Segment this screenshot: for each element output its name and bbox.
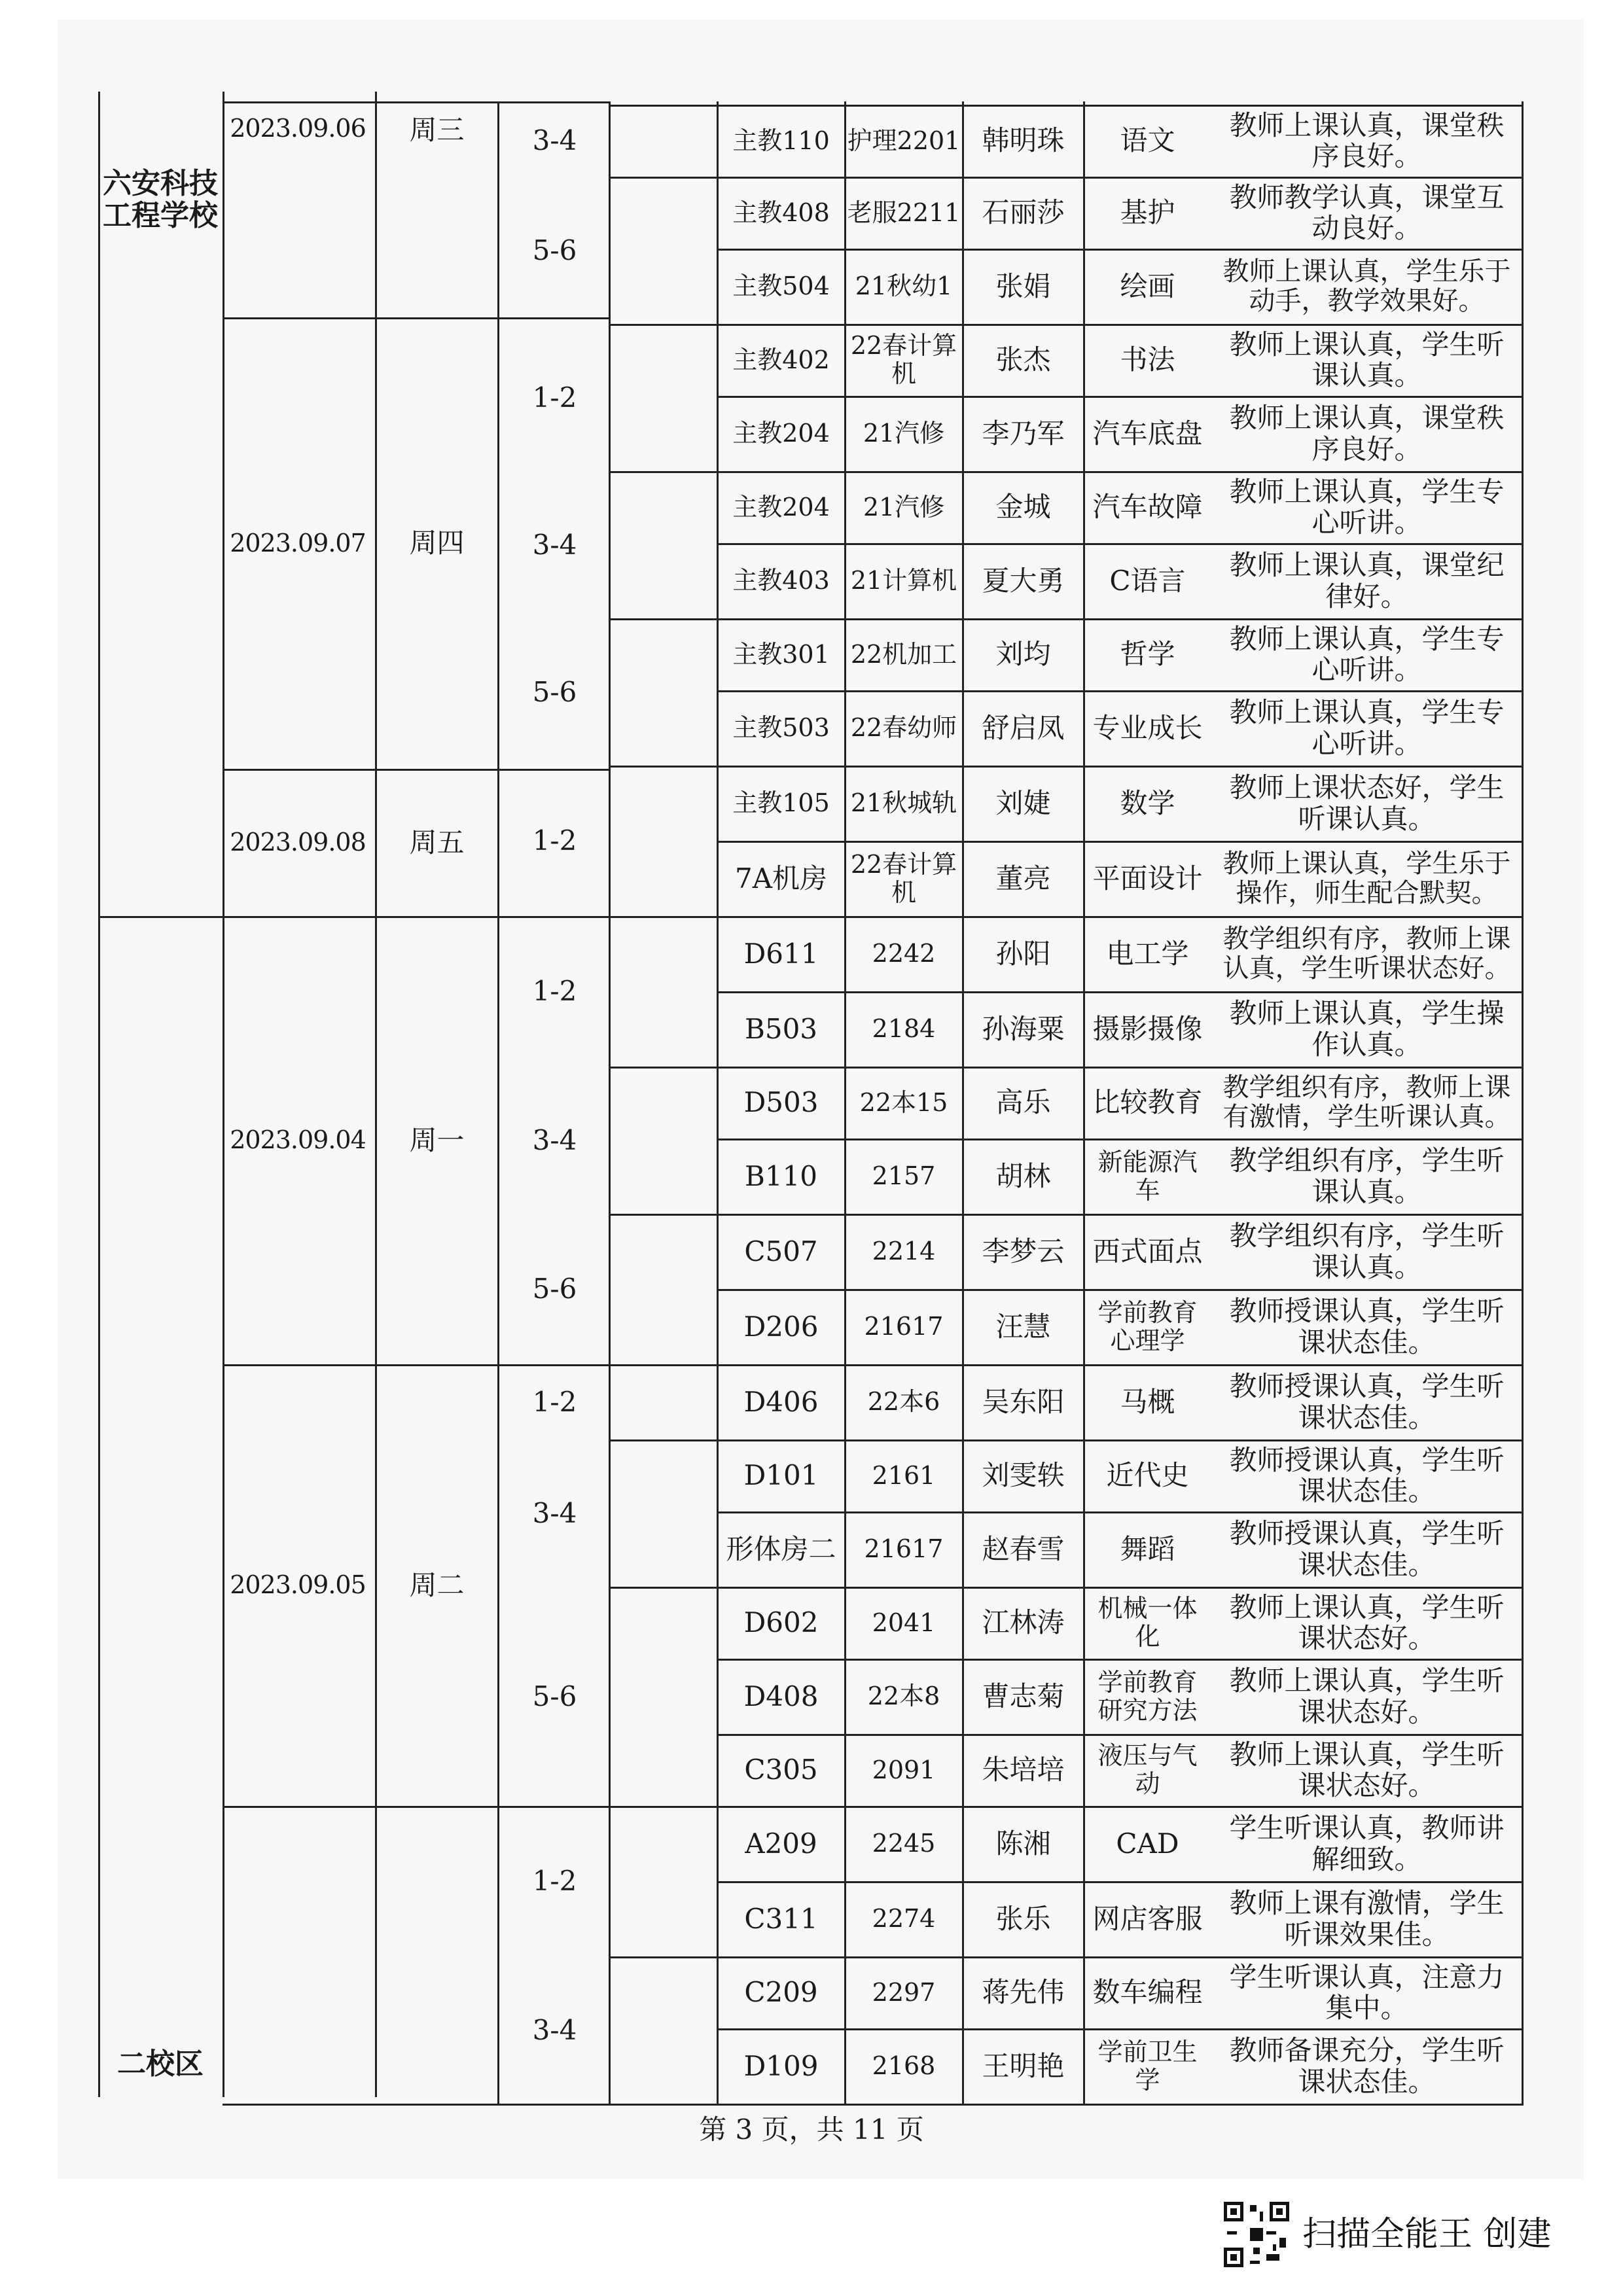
teacher-cell: 胡林	[995, 1159, 1051, 1192]
course-cell: 液压与气动	[1097, 1741, 1198, 1798]
room-cell: B110	[744, 1159, 818, 1192]
course-cell: 平面设计	[1092, 862, 1203, 894]
period-cell: 3-4	[532, 1496, 577, 1529]
room-cell: 主教408	[732, 198, 830, 227]
teacher-cell: 夏大勇	[982, 564, 1065, 597]
course-cell: 摄影摄像	[1092, 1012, 1203, 1045]
period-cell: 3-4	[532, 1123, 577, 1156]
remark-cell: 教师上课认真，学生听课状态好。	[1229, 1665, 1505, 1728]
course-cell: 比较教育	[1092, 1086, 1203, 1119]
table-hline	[497, 101, 611, 103]
remark-cell: 教师上课状态好，学生听课认真。	[1229, 771, 1505, 835]
weekday-cell: 周二	[409, 1568, 465, 1601]
room-cell: C305	[744, 1754, 818, 1786]
class-cell: 2091	[872, 1755, 936, 1784]
table-hline	[609, 1067, 719, 1069]
class-cell: 2242	[872, 939, 936, 968]
class-cell: 22机加工	[850, 639, 957, 669]
course-cell: 基护	[1120, 196, 1175, 229]
date-cell: 2023.09.06	[230, 114, 366, 143]
class-cell: 22春计算机	[850, 849, 957, 907]
period-cell: 1-2	[532, 824, 577, 857]
teacher-cell: 金城	[995, 491, 1051, 523]
teacher-cell: 韩明珠	[982, 124, 1065, 157]
class-cell: 2297	[872, 1977, 936, 2007]
course-cell: 哲学	[1120, 638, 1175, 671]
room-cell: D408	[743, 1680, 819, 1712]
class-cell: 22本6	[867, 1387, 940, 1417]
table-hline	[609, 471, 719, 473]
teacher-cell: 董亮	[995, 862, 1051, 894]
date-cell: 2023.09.07	[230, 528, 366, 557]
remark-cell: 教师上课认真，课堂纪律好。	[1229, 549, 1505, 612]
room-cell: D602	[743, 1606, 819, 1639]
course-cell: 专业成长	[1092, 711, 1203, 744]
table-hline	[609, 1439, 719, 1441]
room-cell: 主教402	[732, 345, 830, 374]
course-cell: 语文	[1120, 124, 1175, 157]
room-cell: C209	[744, 1976, 818, 2009]
remark-cell: 教学组织有序，学生听课认真。	[1229, 1144, 1505, 1208]
course-cell: 绘画	[1120, 270, 1175, 302]
period-cell: 5-6	[532, 675, 577, 708]
date-cell: 2023.09.04	[230, 1125, 366, 1155]
teacher-cell: 高乐	[995, 1086, 1051, 1119]
period-cell: 3-4	[532, 2013, 577, 2046]
class-cell: 21汽修	[863, 419, 945, 448]
class-cell: 22春计算机	[850, 331, 957, 388]
table-hline	[609, 766, 719, 768]
course-cell: 汽车底盘	[1092, 417, 1203, 450]
class-cell: 22春幼师	[850, 713, 957, 743]
course-cell: CAD	[1116, 1827, 1179, 1860]
remark-cell: 教师上课认真，课堂秩序良好。	[1229, 109, 1505, 172]
remark-cell: 教师备课充分，学生听课状态佳。	[1229, 2034, 1505, 2098]
class-cell: 21617	[864, 1312, 944, 1341]
room-cell: D109	[743, 2049, 819, 2082]
table-vline	[98, 92, 100, 2097]
teacher-cell: 张乐	[995, 1902, 1051, 1935]
remark-cell: 教师授课认真，学生听课状态佳。	[1229, 1295, 1505, 1358]
class-cell: 2041	[872, 1608, 936, 1637]
course-cell: 学前卫生学	[1097, 2037, 1198, 2094]
class-cell: 22本8	[867, 1682, 940, 1711]
period-cell: 1-2	[532, 1385, 577, 1418]
room-cell: 主教204	[732, 492, 830, 521]
teacher-cell: 张娟	[995, 270, 1051, 302]
table-hline	[609, 1214, 719, 1216]
room-cell: 主教403	[732, 566, 830, 595]
class-cell: 2274	[872, 1904, 936, 1934]
remark-cell: 教师授课认真，学生听课状态佳。	[1229, 1517, 1505, 1581]
course-cell: 舞蹈	[1120, 1532, 1175, 1565]
table-vline	[1083, 101, 1085, 2104]
remark-cell: 教学组织有序，教师上课有激情，学生听课认真。	[1222, 1072, 1511, 1132]
remark-cell: 教师上课认真，课堂秩序良好。	[1229, 402, 1505, 465]
room-cell: B503	[744, 1012, 818, 1045]
date-cell: 2023.09.08	[230, 828, 366, 857]
table-hline	[609, 177, 719, 179]
remark-cell: 教师上课认真，学生操作认真。	[1229, 997, 1505, 1061]
remark-cell: 教师授课认真，学生听课状态佳。	[1229, 1370, 1505, 1434]
teacher-cell: 汪慧	[995, 1310, 1051, 1343]
remark-cell: 教师上课认真，学生专心听讲。	[1229, 696, 1505, 760]
teacher-cell: 孙海粟	[982, 1012, 1065, 1045]
room-cell: D406	[743, 1385, 819, 1418]
period-cell: 1-2	[532, 1865, 577, 1898]
page-footer: 第 3 页，共 11 页	[699, 2113, 924, 2146]
room-cell: 主教105	[732, 788, 830, 818]
teacher-cell: 江林涛	[982, 1606, 1065, 1639]
weekday-cell: 周一	[409, 1123, 465, 1156]
class-cell: 2168	[872, 2051, 936, 2081]
class-cell: 21秋城轨	[850, 788, 957, 818]
room-cell: C311	[744, 1902, 818, 1935]
teacher-cell: 刘雯轶	[982, 1459, 1065, 1492]
remark-cell: 教师上课认真，学生乐于操作，师生配合默契。	[1222, 848, 1511, 908]
course-cell: C语言	[1109, 564, 1186, 597]
teacher-cell: 刘均	[995, 638, 1051, 671]
remark-cell: 教师授课认真，学生听课状态佳。	[1229, 1443, 1505, 1507]
table-hline	[609, 1364, 719, 1366]
table-vline	[497, 101, 499, 2104]
room-cell: 主教504	[732, 272, 830, 301]
table-hline	[609, 324, 719, 326]
remark-cell: 教师上课认真，学生乐于动手，教学效果好。	[1222, 256, 1511, 316]
remark-cell: 教师教学认真，课堂互动良好。	[1229, 181, 1505, 244]
table-vline	[844, 101, 846, 2104]
room-cell: 7A机房	[734, 862, 828, 894]
table-vline	[962, 101, 964, 2104]
teacher-cell: 李梦云	[982, 1235, 1065, 1267]
remark-cell: 教学组织有序，学生听课认真。	[1229, 1220, 1505, 1283]
course-cell: 汽车故障	[1092, 491, 1203, 523]
remark-cell: 教师上课认真，学生专心听讲。	[1229, 622, 1505, 686]
teacher-cell: 王明艳	[982, 2049, 1065, 2082]
table-vline	[609, 101, 611, 2104]
class-cell: 2157	[872, 1161, 936, 1191]
period-cell: 3-4	[532, 528, 577, 561]
class-cell: 22本15	[859, 1087, 948, 1117]
course-cell: 学前教育心理学	[1097, 1298, 1198, 1355]
remark-cell: 教师上课认真，学生听课认真。	[1229, 328, 1505, 391]
remark-cell: 教学组织有序，教师上课认真，学生听课状态好。	[1222, 923, 1511, 983]
course-cell: 学前教育研究方法	[1097, 1667, 1198, 1725]
room-cell: 主教301	[732, 639, 830, 669]
period-cell: 5-6	[532, 1680, 577, 1712]
qr-code-icon	[1221, 2199, 1293, 2270]
camscanner-watermark: 扫描全能王 创建	[1302, 2214, 1552, 2254]
school-name-a: 六安科技工程学校	[103, 166, 218, 232]
course-cell: 数学	[1120, 786, 1175, 819]
teacher-cell: 朱培培	[982, 1754, 1065, 1786]
teacher-cell: 蒋先伟	[982, 1976, 1065, 2009]
course-cell: 机械一体化	[1097, 1594, 1198, 1651]
teacher-cell: 吴东阳	[982, 1385, 1065, 1418]
course-cell: 新能源汽车	[1097, 1147, 1198, 1205]
table-hline	[609, 1587, 719, 1589]
class-cell: 2161	[872, 1460, 936, 1490]
class-cell: 护理2201	[847, 126, 961, 155]
teacher-cell: 赵春雪	[982, 1532, 1065, 1565]
teacher-cell: 石丽莎	[982, 196, 1065, 229]
course-cell: 网店客服	[1092, 1902, 1203, 1935]
remark-cell: 教师上课认真，学生听课状态好。	[1229, 1591, 1505, 1654]
table-vline	[717, 101, 719, 2104]
table-hline	[609, 618, 719, 620]
weekday-cell: 周三	[409, 114, 465, 146]
remark-cell: 教师上课认真，学生专心听讲。	[1229, 475, 1505, 539]
room-cell: D503	[743, 1086, 819, 1119]
course-cell: 电工学	[1106, 937, 1189, 970]
school-name-b: 二校区	[117, 2047, 204, 2081]
period-cell: 1-2	[532, 381, 577, 414]
teacher-cell: 陈湘	[995, 1827, 1051, 1860]
class-cell: 2214	[872, 1237, 936, 1266]
table-hline	[98, 916, 224, 918]
class-cell: 21计算机	[850, 566, 957, 595]
course-cell: 近代史	[1106, 1459, 1189, 1492]
class-cell: 21秋幼1	[855, 272, 953, 301]
class-cell: 21617	[864, 1534, 944, 1564]
room-cell: 形体房二	[726, 1532, 836, 1565]
room-cell: 主教503	[732, 713, 830, 743]
table-hline	[609, 1806, 719, 1808]
table-hline	[609, 916, 719, 918]
room-cell: 主教110	[732, 126, 830, 155]
room-cell: D611	[743, 937, 819, 970]
period-cell: 3-4	[532, 124, 577, 157]
room-cell: A209	[745, 1827, 817, 1860]
table-vline	[1522, 101, 1524, 2104]
date-cell: 2023.09.05	[230, 1570, 366, 1600]
teacher-cell: 李乃军	[982, 417, 1065, 450]
class-cell: 21汽修	[863, 492, 945, 521]
period-cell: 1-2	[532, 975, 577, 1008]
period-cell: 5-6	[532, 234, 577, 266]
teacher-cell: 孙阳	[995, 937, 1051, 970]
teacher-cell: 舒启凤	[982, 711, 1065, 744]
course-cell: 书法	[1120, 344, 1175, 376]
remark-cell: 学生听课认真，注意力集中。	[1229, 1960, 1505, 2024]
class-cell: 2245	[872, 1829, 936, 1858]
remark-cell: 学生听课认真，教师讲解细致。	[1229, 1812, 1505, 1875]
weekday-cell: 周四	[409, 527, 465, 559]
teacher-cell: 曹志菊	[982, 1680, 1065, 1712]
course-cell: 数车编程	[1092, 1976, 1203, 2009]
table-hline	[609, 1956, 719, 1958]
table-hline	[609, 105, 719, 107]
weekday-cell: 周五	[409, 826, 465, 858]
course-cell: 马概	[1120, 1385, 1175, 1418]
remark-cell: 教师上课有激情，学生听课效果佳。	[1229, 1887, 1505, 1951]
course-cell: 西式面点	[1092, 1235, 1203, 1267]
room-cell: D206	[743, 1310, 819, 1343]
period-cell: 5-6	[532, 1273, 577, 1305]
room-cell: C507	[744, 1235, 818, 1267]
class-cell: 老服2211	[847, 198, 961, 227]
teacher-cell: 张杰	[995, 344, 1051, 376]
room-cell: D101	[743, 1459, 819, 1492]
room-cell: 主教204	[732, 419, 830, 448]
teacher-cell: 刘婕	[995, 786, 1051, 819]
class-cell: 2184	[872, 1014, 936, 1044]
remark-cell: 教师上课认真，学生听课状态好。	[1229, 1738, 1505, 1801]
